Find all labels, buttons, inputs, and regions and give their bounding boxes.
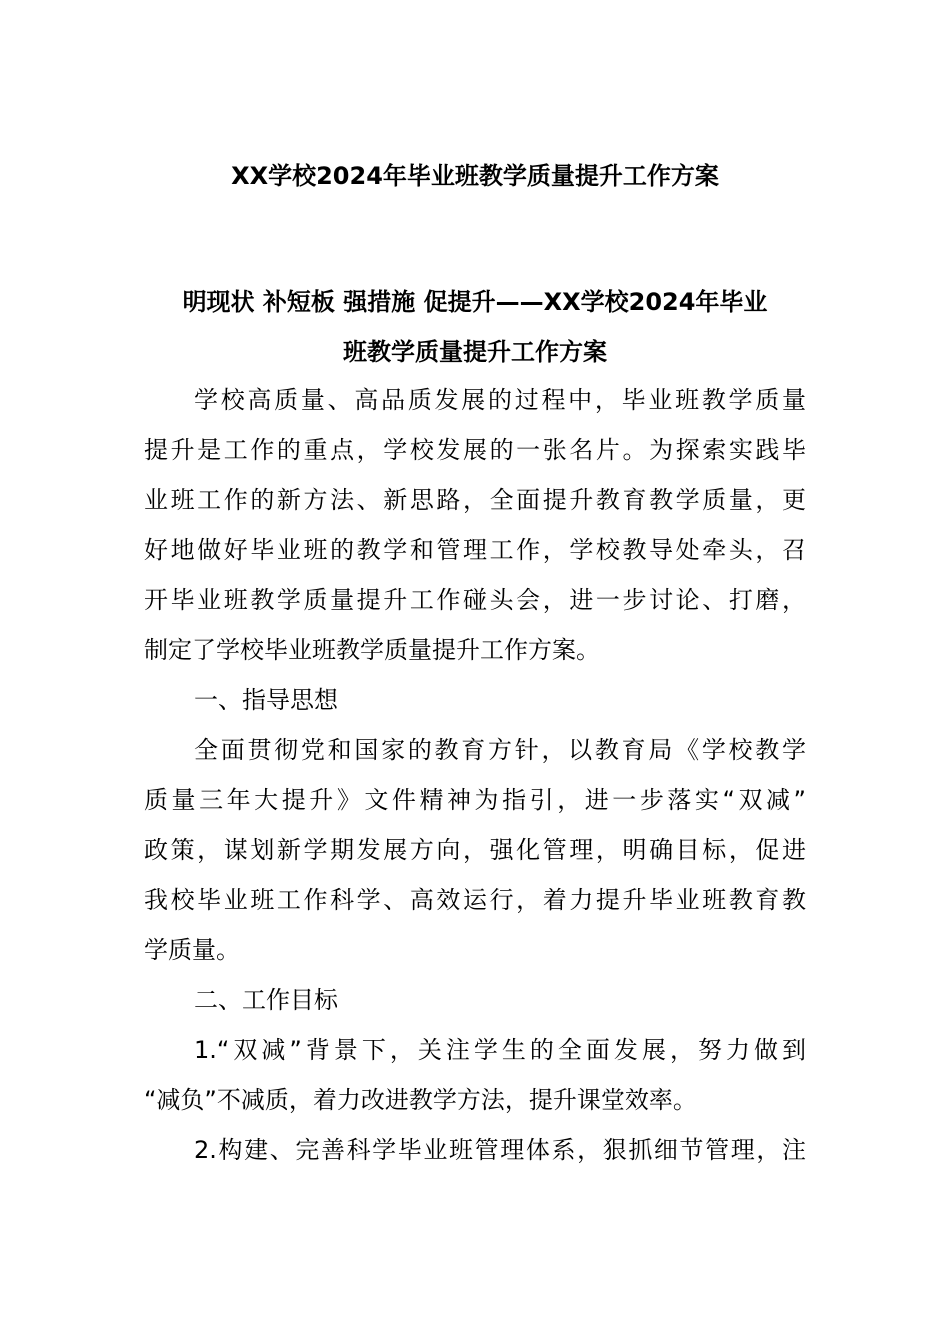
body-line: “减负”不减质，着力改进教学方法，提升课堂效率。 bbox=[144, 1086, 697, 1114]
subtitle-line: 明现状 补短板 强措施 促提升——XX学校2024年毕业 bbox=[182, 288, 768, 316]
body-line: 全面贯彻党和国家的教育方针，以教育局《学校教学 bbox=[194, 736, 806, 764]
body-line: 质量三年大提升》文件精神为指引，进一步落实“双减” bbox=[144, 786, 806, 814]
body-line: 好地做好毕业班的教学和管理工作，学校教导处牵头，召 bbox=[144, 536, 806, 564]
body-line: 开毕业班教学质量提升工作碰头会，进一步讨论、打磨， bbox=[144, 586, 806, 614]
body-line: 提升是工作的重点，学校发展的一张名片。为探索实践毕 bbox=[144, 436, 806, 464]
body-line: 制定了学校毕业班教学质量提升工作方案。 bbox=[144, 636, 600, 664]
subtitle-line: 班教学质量提升工作方案 bbox=[343, 338, 607, 366]
body-line: 我校毕业班工作科学、高效运行，着力提升毕业班教育教 bbox=[144, 886, 806, 914]
document-subtitle bbox=[144, 282, 806, 372]
body-line: 2.构建、完善科学毕业班管理体系，狠抓细节管理，注 bbox=[194, 1136, 806, 1164]
body-line: 业班工作的新方法、新思路，全面提升教育教学质量，更 bbox=[144, 486, 806, 514]
section-heading: 二、工作目标 bbox=[194, 986, 338, 1014]
body-line: 学校高质量、高品质发展的过程中，毕业班教学质量 bbox=[194, 386, 806, 414]
document-body bbox=[144, 375, 806, 1175]
section-heading: 一、指导思想 bbox=[194, 686, 338, 714]
document-title: XX学校2024年毕业班教学质量提升工作方案 bbox=[231, 162, 719, 190]
body-line: 学质量。 bbox=[144, 936, 240, 964]
body-line: 1.“双减”背景下，关注学生的全面发展，努力做到 bbox=[194, 1036, 806, 1064]
body-line: 政策，谋划新学期发展方向，强化管理，明确目标，促进 bbox=[144, 836, 806, 864]
